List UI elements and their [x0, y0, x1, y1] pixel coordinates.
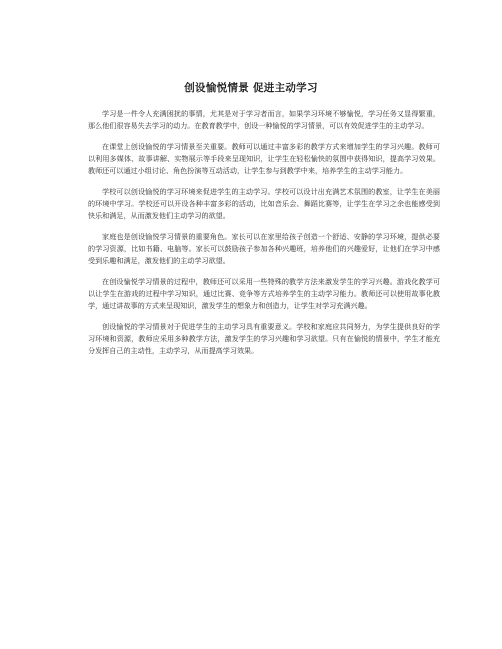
- paragraph-conclusion: 创设愉悦的学习情景对于促进学生的主动学习具有重要意义。学校和家庭应共同努力，为学生提供良好的学习环境和资源，教师应采用多种教学方法，激发学生的学习兴趣和学习欲望。只有在愉悦的情景中，学生才能充分发挥自己的主动性，主动学习，从而提高学习效果。: [88, 322, 440, 355]
- paragraph-methods: 在创设愉悦学习情景的过程中，教师还可以采用一些特殊的教学方法来激发学生的学习兴趣。游戏化教学可以让学生在游戏的过程中学习知识，通过比赛、竞争等方式培养学生的主动学习能力。教师还可以使用故事化教学，通过讲故事的方式来呈现知识，激发学生的想象力和创造力，让学生对学习充满兴趣。: [88, 277, 440, 310]
- paragraph-school: 学校可以创设愉悦的学习环境来促进学生的主动学习。学校可以设计出充满艺术氛围的教室，让学生在美丽的环境中学习。学校还可以开设各种丰富多彩的活动，比如音乐会、舞蹈比赛等，让学生在学习之余也能感受到快乐和满足，从而激发他们主动学习的欲望。: [88, 187, 440, 220]
- document-title: 创设愉悦情景 促进主动学习: [184, 82, 318, 94]
- document-body: [88, 108, 440, 366]
- paragraph-family: 家庭也是创设愉悦学习情景的重要角色。家长可以在家里给孩子创造一个舒适、安静的学习环境，提供必要的学习资源，比如书籍、电脑等。家长可以鼓励孩子参加各种兴趣班，培养他们的兴趣爱好，让他们在学习中感受到乐趣和满足，激发他们的主动学习欲望。: [88, 232, 440, 265]
- paragraph-intro: 学习是一件令人充满困扰的事情，尤其是对于学习者而言，如果学习环境不够愉悦，学习任务又显得繁重，那么他们很容易失去学习的动力。在教育教学中，创设一种愉悦的学习情景，可以有效促进学生的主动学习。: [88, 109, 440, 130]
- paragraph-classroom: 在课堂上创设愉悦的学习情景至关重要。教师可以通过丰富多彩的教学方式来增加学生的学习兴趣。教师可以利用多媒体、故事讲解、实物展示等手段来呈现知识，让学生在轻松愉快的氛围中获得知识，提高学习效果。教师还可以通过小组讨论、角色扮演等互动活动，让学生参与到教学中来，培养学生的主动学习能力。: [88, 142, 440, 175]
